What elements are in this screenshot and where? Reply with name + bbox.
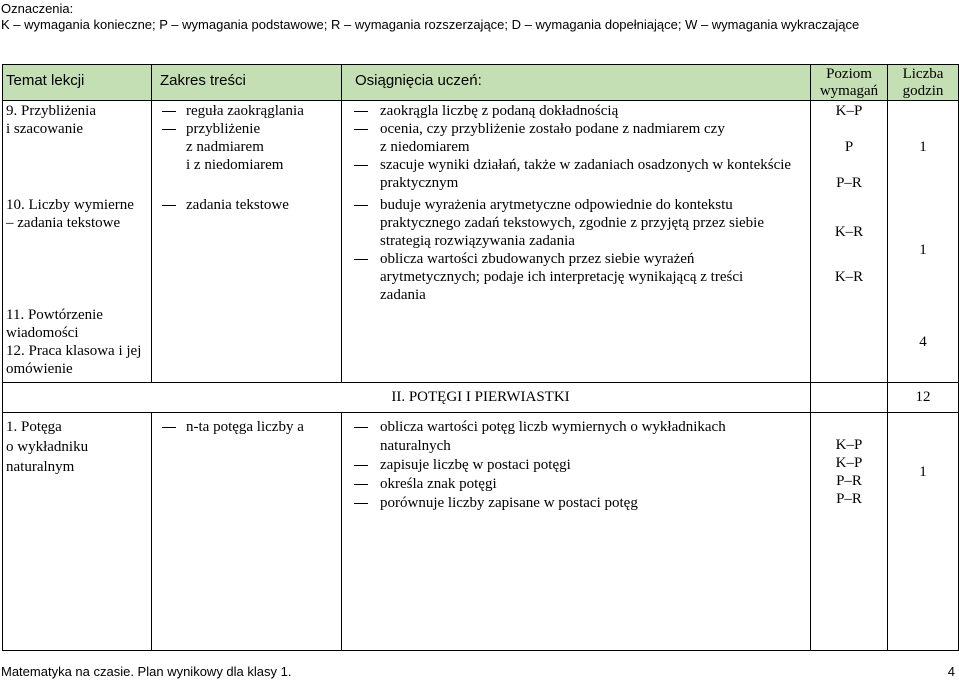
topic-cell: omówienie bbox=[6, 361, 73, 377]
level-cell: P–R bbox=[836, 491, 862, 507]
page-number: 4 bbox=[947, 664, 955, 679]
header-achievements: Osiągnięcia uczeń: bbox=[355, 72, 482, 89]
achievement-item: porównuje liczby zapisane w postaci potęg bbox=[380, 495, 638, 511]
scope-item: z nadmiarem bbox=[186, 139, 264, 155]
bullet-dash bbox=[354, 111, 368, 112]
hours-cell: 1 bbox=[919, 139, 927, 155]
table-border-left bbox=[2, 64, 3, 651]
section-hours: 12 bbox=[915, 389, 931, 405]
legend bbox=[1, 1, 859, 33]
achievement-item: z niedomiarem bbox=[380, 139, 470, 155]
scope-item: zadania tekstowe bbox=[186, 197, 289, 213]
legend-title: Oznaczenia: bbox=[1, 1, 74, 16]
header-border bbox=[2, 100, 959, 101]
level-cell: P–R bbox=[836, 175, 862, 191]
col-divider-scope-2 bbox=[341, 412, 342, 651]
topic-cell: 9. Przybliżenia bbox=[6, 103, 96, 119]
topic-cell: naturalnym bbox=[6, 459, 75, 475]
achievement-item: szacuje wyniki działań, także w zadaniach osadzonych w kontekście bbox=[380, 157, 792, 173]
table-border-top bbox=[2, 64, 959, 65]
section-title: II. POTĘGI I PIERWIASTKI bbox=[391, 389, 570, 405]
bullet-dash bbox=[354, 129, 368, 130]
header-scope: Zakres treści bbox=[160, 72, 246, 89]
scope-item: przybliżenie bbox=[186, 121, 261, 137]
col-divider-topic bbox=[151, 64, 152, 383]
topic-cell: o wykładniku bbox=[6, 439, 89, 455]
scope-item: n-ta potęga liczby a bbox=[186, 419, 304, 435]
bullet-dash bbox=[354, 259, 368, 260]
bullet-dash bbox=[354, 484, 368, 485]
scope-item: i z niedomiarem bbox=[186, 157, 284, 173]
bullet-dash bbox=[354, 503, 368, 504]
footer-text: Matematyka na czasie. Plan wynikowy dla klasy 1. bbox=[1, 664, 292, 679]
section-border-top bbox=[2, 382, 959, 383]
hours-cell: 4 bbox=[919, 334, 927, 350]
topic-cell: 12. Praca klasowa i jej bbox=[6, 343, 142, 359]
bullet-dash bbox=[162, 427, 176, 428]
achievement-item: arytmetycznych; podaje ich interpretację wynikającą z treści bbox=[380, 269, 744, 285]
bullet-dash bbox=[354, 205, 368, 206]
topic-cell: 10. Liczby wymierne bbox=[6, 197, 134, 213]
bullet-dash bbox=[162, 129, 176, 130]
hours-cell: 1 bbox=[919, 242, 927, 258]
achievement-item: zapisuje liczbę w postaci potęgi bbox=[380, 457, 571, 473]
achievement-item: określa znak potęgi bbox=[380, 476, 497, 492]
header-topic: Temat lekcji bbox=[6, 72, 85, 89]
level-cell: K–R bbox=[834, 224, 864, 240]
level-cell: K–P bbox=[835, 455, 863, 471]
legend-text: K – wymagania konieczne; P – wymagania podstawowe; R – wymagania rozszerzające; D – wymagania dopełniające; W – wymagania wykraczające bbox=[1, 17, 860, 32]
bullet-dash bbox=[354, 465, 368, 466]
achievement-item: buduje wyrażenia arytmetyczne odpowiednie do kontekstu bbox=[380, 197, 733, 213]
achievement-item: zadania bbox=[380, 287, 426, 303]
achievement-item: oblicza wartości zbudowanych przez siebie wyrażeń bbox=[380, 251, 695, 267]
level-cell: P–R bbox=[836, 473, 862, 489]
topic-cell: i szacowanie bbox=[6, 121, 84, 137]
bullet-dash bbox=[354, 427, 368, 428]
col-divider-scope bbox=[341, 64, 342, 383]
level-cell: K–P bbox=[835, 437, 863, 453]
achievement-item: praktycznego zadań tekstowych, zgodnie z przyjętą przez siebie bbox=[380, 215, 764, 231]
table-border-bottom bbox=[2, 650, 959, 651]
achievement-item: oblicza wartości potęg liczb wymiernych o wykładnikach bbox=[380, 419, 726, 435]
header-level: Poziom wymagań bbox=[819, 66, 879, 99]
achievement-item: zaokrągla liczbę z podaną dokładnością bbox=[380, 103, 619, 119]
bullet-dash bbox=[162, 111, 176, 112]
achievement-item: naturalnych bbox=[380, 438, 451, 454]
bullet-dash bbox=[354, 165, 368, 166]
header-hours: Liczba godzin bbox=[902, 66, 944, 99]
achievement-item: strategią rozwiązywania zadania bbox=[380, 233, 575, 249]
level-cell: K–R bbox=[834, 269, 864, 285]
scope-item: reguła zaokrąglania bbox=[186, 103, 304, 119]
topic-cell: 11. Powtórzenie bbox=[6, 307, 103, 323]
level-cell: K–P bbox=[835, 103, 863, 119]
topic-cell: 1. Potęga bbox=[6, 419, 62, 435]
bullet-dash bbox=[162, 205, 176, 206]
achievement-item: praktycznym bbox=[380, 175, 459, 191]
section-border-bottom bbox=[2, 412, 959, 413]
page-footer bbox=[1, 664, 955, 679]
col-divider-topic-2 bbox=[151, 412, 152, 651]
level-cell: P bbox=[844, 139, 854, 155]
achievement-item: ocenia, czy przybliżenie zostało podane z nadmiarem czy bbox=[380, 121, 725, 137]
hours-cell: 1 bbox=[919, 464, 927, 480]
topic-cell: – zadania tekstowe bbox=[6, 215, 121, 231]
topic-cell: wiadomości bbox=[6, 325, 79, 341]
